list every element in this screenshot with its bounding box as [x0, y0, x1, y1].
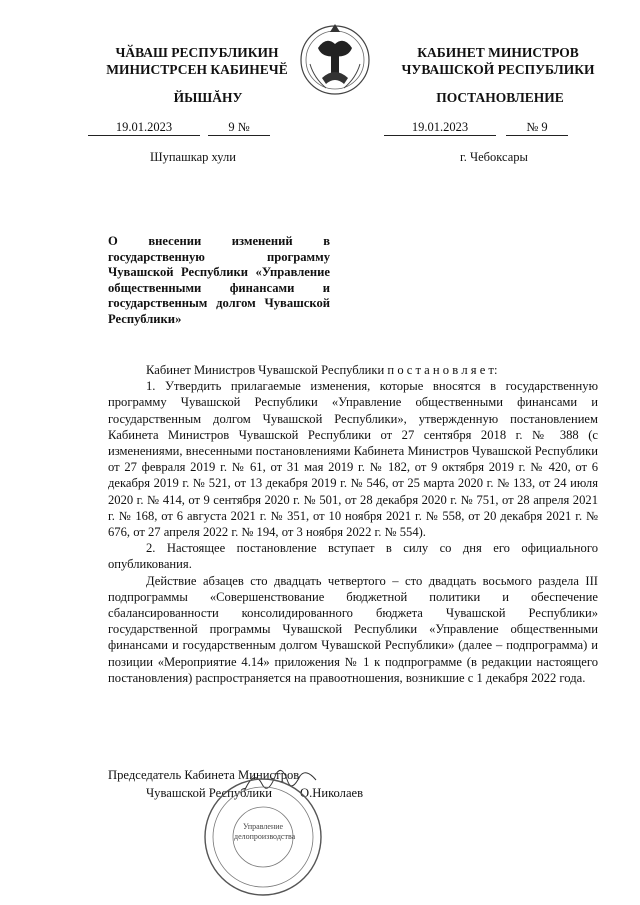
signature-name: О.Николаев [300, 786, 364, 800]
header-right [388, 44, 608, 78]
body-paragraph-3: Действие абзацев сто двадцать четвертого – сто двадцать восьмого раздела III подпрограммы «Совершенствование бюджетной политики и обеспечение сбалансированности консолидированного бюджета Чувашской Республики» государственной программы Чувашской Республики «Управление общественными финансами и государственным долгом Чувашской Республики» (далее – подпрограмма) и позиции «Мероприятие 4.14» приложения № 1 к подпрограмме (в редакции настоящего постановления) распространяется на правоотношения, возникшие с 1 декабря 2022 года. [108, 573, 598, 685]
signature-position-line2: Чувашской Республики [146, 786, 272, 800]
left-date: 19.01.2023 [88, 120, 200, 136]
official-stamp-icon [200, 774, 326, 900]
left-number: 9 № [208, 120, 270, 136]
right-date: 19.01.2023 [384, 120, 496, 136]
header-left-line2: МИНИСТРСЕН КАБИНЕЧӖ [106, 62, 288, 77]
header-left-line1: ЧӐВАШ РЕСПУБЛИКИН [115, 45, 279, 60]
body-intro: Кабинет Министров Чувашской Республики п о с т а н о в л я е т: [146, 363, 498, 377]
doctype-right: ПОСТАНОВЛЕНИЕ [436, 90, 564, 105]
right-number: № 9 [506, 120, 568, 136]
header-right-line2: ЧУВАШСКОЙ РЕСПУБЛИКИ [401, 62, 595, 77]
body-paragraph-2: 2. Настоящее постановление вступает в силу со дня его официального опубликования. [108, 541, 598, 572]
document-title: О внесении изменений в государственную программу Чувашской Республики «Управление общественными финансами и государственным долгом Чувашской Республики» [108, 234, 330, 326]
coat-of-arms-emblem-icon [296, 18, 374, 102]
body-paragraph-1: 1. Утвердить прилагаемые изменения, которые вносятся в государственную программу Чувашской Республики «Управление общественными финансами и государственным долгом Чувашской Республики», утвержденную постановлением Кабинета Министров Чувашской Республики от 27 сентября 2018 г. № 388 (с изменениями, внесенными постановлениями Кабинета Министров Чувашской Республики от 27 февраля 2019 г. № 61, от 31 мая 2019 г. № 182, от 9 октября 2019 г. № 420, от 6 декабря 2019 г. № 521, от 13 декабря 2019 г. № 546, от 25 марта 2020 г. № 133, от 24 июля 2020 г. № 414, от 9 сентября 2020 г. № 501, от 28 декабря 2020 г. № 751, от 28 апреля 2021 г. № 168, от 6 августа 2021 г. № 351, от 10 ноября 2021 г. № 558, от 20 декабря 2021 г. № 676, от 27 апреля 2022 г. № 194, от 3 ноября 2022 г. № 554). [108, 379, 598, 540]
place-right: г. Чебоксары [460, 150, 528, 164]
doctype-left: ЙЫШĂНУ [173, 90, 243, 105]
place-left: Шупашкар хули [150, 150, 236, 164]
header-right-line1: КАБИНЕТ МИНИСТРОВ [417, 45, 579, 60]
document-body [108, 362, 598, 686]
stamp-text: Управление делопроизводства [234, 822, 296, 841]
signature-position-line1: Председатель Кабинета Министров [108, 768, 300, 782]
header-left [92, 44, 302, 78]
